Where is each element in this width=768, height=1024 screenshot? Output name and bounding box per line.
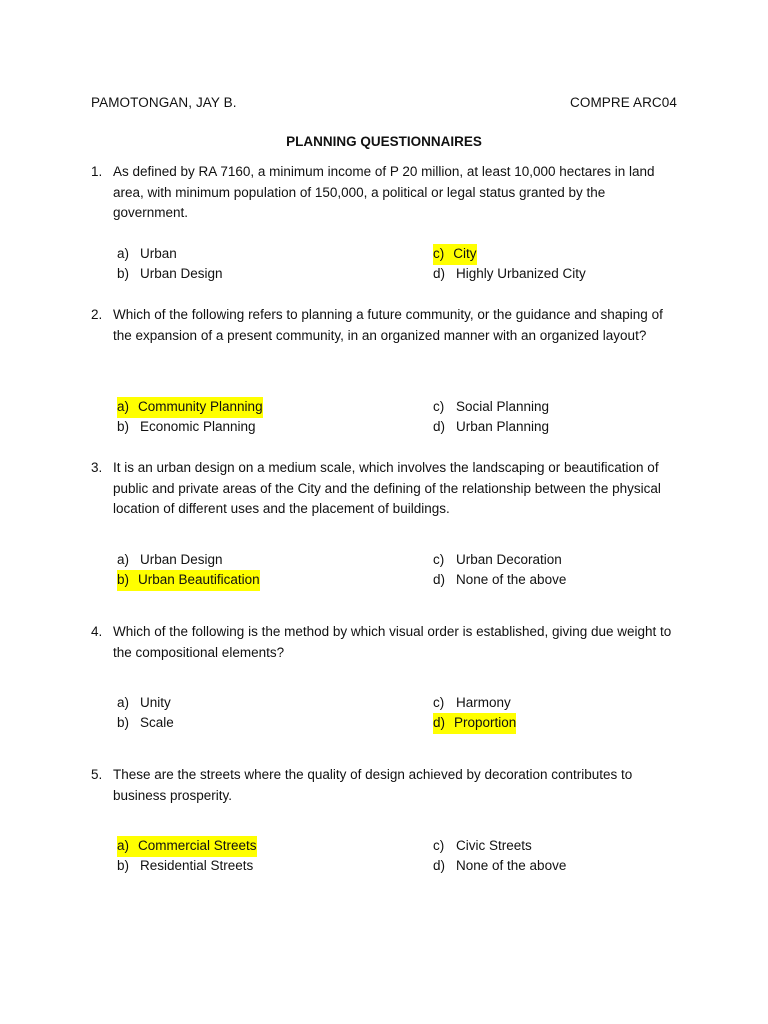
choice-q5-b: b) Residential Streets <box>117 858 254 873</box>
choice-q4-d-highlighted: d) Proportion <box>433 713 516 734</box>
choice-q4-a: a) Unity <box>117 695 171 710</box>
choice-q5-d: d) None of the above <box>433 858 567 873</box>
choice-q4-b: b) Scale <box>117 715 174 730</box>
question-4 <box>91 622 681 663</box>
choice-q5-c: c) Civic Streets <box>433 838 532 853</box>
question-text: Which of the following refers to planning a future community, or the guidance and shaping of the expansion of a present community, in an organized manner with an organized layout? <box>113 307 663 343</box>
choice-q3-b-highlighted: b) Urban Beautification <box>117 570 260 591</box>
choice-q3-c: c) Urban Decoration <box>433 552 562 567</box>
question-number: 1. <box>91 164 103 179</box>
page-title: PLANNING QUESTIONNAIRES <box>286 134 482 149</box>
question-1 <box>91 162 681 224</box>
choice-q1-c-highlighted: c) City <box>433 244 477 265</box>
question-number: 4. <box>91 624 103 639</box>
choice-q4-c: c) Harmony <box>433 695 511 710</box>
choice-q2-b: b) Economic Planning <box>117 419 256 434</box>
choice-q3-a: a) Urban Design <box>117 552 223 567</box>
question-number: 5. <box>91 767 103 782</box>
choice-q3-d: d) None of the above <box>433 572 567 587</box>
choice-q2-c: c) Social Planning <box>433 399 550 414</box>
choice-q1-d: d) Highly Urbanized City <box>433 266 586 281</box>
question-5 <box>91 765 681 806</box>
question-text: It is an urban design on a medium scale, which involves the landscaping or beautification of public and private areas of the City and the defining of the relationship between the physical location of different uses and the placement of buildings. <box>113 460 661 516</box>
choices-q5 <box>117 836 597 878</box>
question-number: 2. <box>91 307 103 322</box>
choice-q2-d: d) Urban Planning <box>433 419 550 434</box>
question-text: As defined by RA 7160, a minimum income of P 20 million, at least 10,000 hectares in land area, with minimum population of 150,000, a political or legal status granted by the government. <box>113 164 655 220</box>
question-text: Which of the following is the method by which visual order is established, giving due weight to the compositional elements? <box>113 624 672 660</box>
choices-q2 <box>117 397 597 439</box>
question-text: These are the streets where the quality of design achieved by decoration contributes to business prosperity. <box>113 767 633 803</box>
course-code: COMPRE ARC04 <box>570 95 677 110</box>
student-name: PAMOTONGAN, JAY B. <box>91 95 237 110</box>
choices-q4 <box>117 693 597 735</box>
question-2 <box>91 305 681 346</box>
choices-q3 <box>117 550 597 592</box>
question-3 <box>91 458 681 520</box>
choice-q2-a-highlighted: a) Community Planning <box>117 397 263 418</box>
choice-q1-a: a) Urban <box>117 246 177 261</box>
choice-q1-b: b) Urban Design <box>117 266 223 281</box>
question-number: 3. <box>91 460 103 475</box>
choices-q1 <box>117 244 597 286</box>
choice-q5-a-highlighted: a) Commercial Streets <box>117 836 257 857</box>
